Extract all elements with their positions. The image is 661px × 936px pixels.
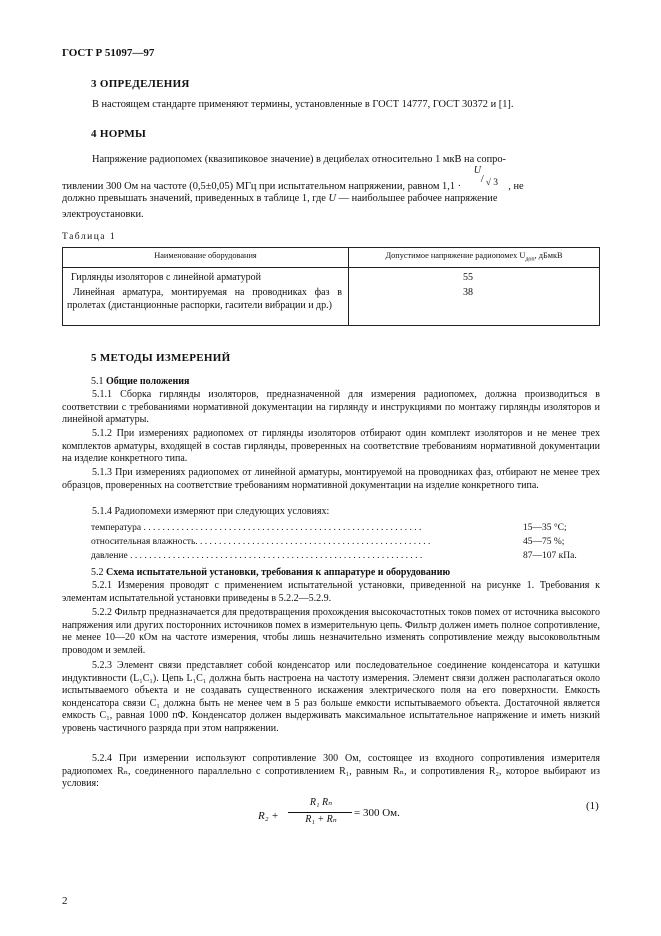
table-caption: Таблица 1 (62, 232, 117, 242)
paragraph-5-1-1: 5.1.1 Сборка гирлянды изоляторов, предназначенной для измерения радиопомех, должна производиться в соответствии с требованиями нормативной документации на гирлянду и инструкциями по монтажу гирлянды изоляторов и линейной арматуры. (62, 389, 600, 425)
table-row-2-name: Линейная арматура, монтируемая на проводниках фаз в пролетах (дистанционные распорки, гасители вибрации и др.) (67, 287, 342, 311)
table-row-2-value: 38 (463, 287, 473, 298)
voltage-header-unit: , дБмкВ (534, 251, 563, 260)
subsection-5-2 (91, 567, 450, 580)
section-3-title: 3 ОПРЕДЕЛЕНИЯ (91, 78, 190, 90)
table-row-1-value: 55 (463, 272, 473, 283)
subsection-5-1-number: 5.1 (91, 376, 104, 387)
condition-value: 87—107 кПа. (523, 551, 577, 561)
frac-slash: / (480, 173, 484, 185)
condition-label: температура . . . . . . . . . . . . . . . . . . . . . . . . . . . . . . . . . . . . . . . . . . . . . . . . . . . . . . . . . . . (91, 523, 422, 533)
section-4-title: 4 НОРМЫ (91, 128, 147, 140)
paragraph-5-1-2: 5.1.2 При измерениях радиопомех от гирлянды изоляторов отбирают один комплект изоляторов и не менее трех комплектов арматуры, входящей в состав гирлянды, проверенных на соответствие требованиям нормативной документации на изделие конкретного типа. (62, 428, 600, 464)
frac-numerator: U (473, 165, 481, 176)
subsection-5-1 (91, 376, 189, 389)
table-1 (62, 247, 600, 326)
formula-number: (1) (586, 800, 599, 812)
condition-label: относительная влажность. . . . . . . . . . . . . . . . . . . . . . . . . . . . . . . . . . . . . . . . . . . . . . . . . . (91, 537, 431, 547)
formula-fraction-line (288, 812, 352, 813)
table-row-1-name: Гирлянды изоляторов с линейной арматурой (71, 272, 261, 283)
paragraph-5-2-3: 5.2.3 Элемент связи представляет собой конденсатор или последовательное соединение конденсатора и катушки индуктивности (L₁C₁). Цепь L₁C₁ должна быть настроена на частоту измерения. Элемент связи должен располагаться около испытываемого объекта и не создавать существенного искажения электрического поля на его поверхности. Емкость конденсатора связи C₁ должна быть не менее чем в 5 раз больше емкости испытываемого объекта. Достаточной является емкость C₁, равная 1000 пФ. Конденсатор должен выдерживать максимальное испытательное напряжение и иметь низкий уровень частичного разряда при этом напряжении. (62, 660, 600, 734)
section-5-title: 5 МЕТОДЫ ИЗМЕРЕНИЙ (91, 352, 231, 364)
paragraph-5-2-2: 5.2.2 Фильтр предназначается для предотвращения прохождения высокочастотных токов помех от источника высокого напряжения или других посторонних источников помех в измерительную цепь. Фильтр должен иметь полное сопротивление, не менее 10—20 кОм на частоте измерения, чтобы лишь незначительно изменять сопротивление между высоковольтным проводом и землей. (62, 607, 600, 656)
subsection-5-1-title: Общие положения (106, 376, 190, 387)
paragraph-5-1-3: 5.1.3 При измерениях радиопомех от линейной арматуры, монтируемой на проводниках фаз, отбирают не менее трех образцов, проверенных на соответствие требованиям нормативной документации на изделие конкретного типа. (62, 467, 600, 491)
frac-denominator: √ 3 (485, 178, 499, 188)
section-4-line-3 (62, 193, 600, 204)
section-4-line-4: электроустановки. (62, 209, 144, 220)
condition-value: 45—75 %; (523, 537, 565, 547)
section-4-line-2 (62, 165, 602, 192)
table-header-voltage (349, 251, 599, 263)
paragraph-5-2-4: 5.2.4 При измерении используют сопротивление 300 Ом, состоящее из входного сопротивления измерителя радиопомех Rₙ, соединенного параллельно с сопротивлением R₁, равным Rₙ, и сопротивления R₂, которое выбирают из условия: (62, 753, 600, 789)
voltage-header-text: Допустимое напряжение радиопомех U (385, 251, 526, 260)
condition-humidity (91, 535, 600, 549)
formula-rhs: = 300 Ом. (354, 807, 400, 819)
formula-denominator: R₁ + Rₙ (305, 814, 337, 825)
voltage-variable: U (328, 193, 337, 204)
subsection-5-2-number: 5.2 (91, 567, 104, 578)
paragraph-5-2-1: 5.2.1 Измерения проводят с применением испытательной установки, приведенной на рисунке 1. Требования к элементам испытательной установки приведены в 5.2.2—5.2.9. (62, 580, 600, 604)
formula-lhs: R₂ + (258, 810, 279, 822)
condition-pressure (91, 549, 600, 563)
section-4-line-3-rest: — наибольшее рабочее напряжение (338, 193, 498, 204)
table-header-divider (63, 267, 599, 268)
condition-label: давление . . . . . . . . . . . . . . . . . . . . . . . . . . . . . . . . . . . . . . . . . . . . . . . . . . . . . . . . . . . . . . (91, 551, 423, 561)
section-4-line-2a: тивлении 300 Ом на частоте (0,5±0,05) МГц при испытательном напряжении, равном 1,1 · (62, 181, 462, 192)
document-header: ГОСТ Р 51097—97 (62, 47, 155, 59)
formula-numerator: R₁ Rₙ (309, 797, 333, 808)
condition-temperature (91, 521, 600, 535)
subsection-5-2-title: Схема испытательной установки, требования к аппаратуре и оборудованию (106, 567, 451, 578)
section-3-text: В настоящем стандарте применяют термины, установленные в ГОСТ 14777, ГОСТ 30372 и [1]. (92, 99, 514, 110)
section-4-line-3-text: должно превышать значений, приведенных в таблице 1, где (62, 193, 326, 204)
section-4-line-1: Напряжение радиопомех (квазипиковое значение) в децибелах относительно 1 мкВ на сопро- (92, 154, 507, 165)
table-header-equipment: Наименование оборудования (154, 251, 257, 260)
voltage-header-sub: доп (525, 256, 535, 263)
condition-value: 15—35 °С; (523, 523, 567, 533)
paragraph-5-1-4: 5.1.4 Радиопомехи измеряют при следующих условиях: (92, 506, 330, 517)
page-number: 2 (62, 895, 68, 907)
u-over-root3 (464, 165, 506, 189)
section-4-line-2b: , не (508, 181, 524, 192)
